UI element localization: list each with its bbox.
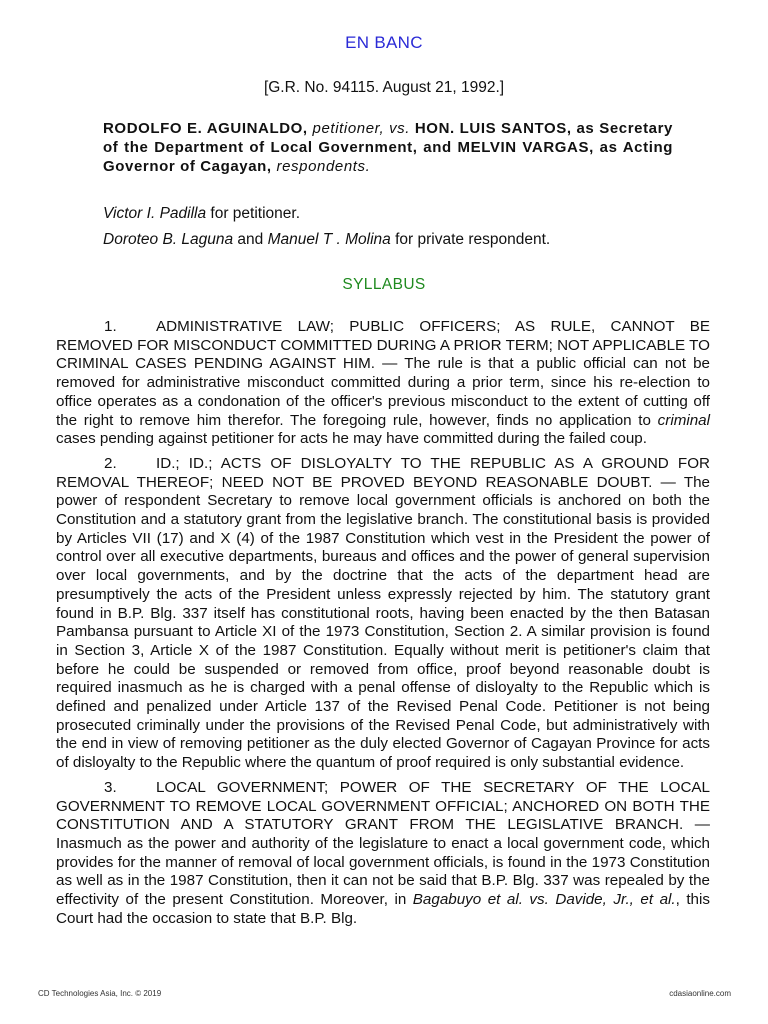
syllabus-body — [56, 318, 710, 935]
counsel-name: Doroteo B. Laguna — [103, 231, 234, 248]
counsel-name: Victor I. Padilla — [103, 205, 207, 222]
paragraph-text: cases pending against petitioner for acts he may have committed during the failed coup. — [56, 430, 647, 448]
case-citation: Bagabuyo et al. vs. Davide, Jr., et al. — [412, 891, 676, 909]
paragraph-text: ID.; ID.; ACTS OF DISLOYALTY TO THE REPUBLIC AS A GROUND FOR REMOVAL THEREOF; NEED NOT BE PROVED BEYOND REASONABLE DOUBT. — The power of respondent Secretary to remove local government officials is anchored on both the Constitution and a statutory grant from the legislative branch. The constitutional basis is provided by Articles VII (17) and X (4) of the 1987 Constitution which vest in the President the power of control over all executive departments, bureaus and offices and the power of general supervision over local governments, and by the doctrine that the acts of the department head are presumptively the acts of the President unless expressly rejected by him. The statutory grant found in B.P. Blg. 337 itself has constitutional roots, having been enacted by the then Batasan Pambansa pursuant to Article XI of the 1973 Constitution, Section 2. A similar provision is found in Section 3, Article X of the 1987 Constitution. Equally without merit is petitioner's claim that before he could be suspended or removed from office, proof beyond reasonable doubt is required inasmuch as he is charged with a penal offense of disloyalty to the Republic which is defined and penalized under Article 137 of the Revised Penal Code. Petitioner is not being prosecuted criminally under the provisions of the Revised Penal Code, but administratively with the end in view of removing petitioner as the duly elected Governor of Cagayan Province for acts of disloyalty to the Republic where the quantum of proof required is only substantial evidence. — [56, 454, 710, 772]
footer-website: cdasiaonline.com — [669, 989, 731, 998]
respondents-role: respondents — [276, 158, 366, 175]
court-division-header: EN BANC — [345, 33, 423, 52]
counsel-respondent — [103, 230, 550, 249]
paragraph-number: 2. — [104, 454, 117, 472]
syllabus-paragraph-1 — [56, 318, 710, 449]
paragraph-number: 3. — [104, 778, 117, 796]
paragraph-text: ADMINISTRATIVE LAW; PUBLIC OFFICERS; AS RULE, CANNOT BE REMOVED FOR MISCONDUCT COMMITTED DURING A PRIOR TERM; NOT APPLICABLE TO CRIMINAL CASES PENDING AGAINST HIM. — The rule is that a public official can not be removed for administrative misconduct committed during a prior term, since his re-election to office operates as a condonation of the officer's previous misconduct to the extent of cutting off the right to remove him therefor. The foregoing rule, however, finds no application to — [56, 318, 710, 429]
paragraph-text: , this Court had the occasion to state that B.P. Blg. — [56, 891, 710, 927]
case-number: [G.R. No. 94115. August 21, 1992.] — [263, 79, 505, 96]
syllabus-paragraph-3 — [56, 779, 710, 929]
syllabus-heading: SYLLABUS — [342, 276, 426, 293]
paragraph-text: LOCAL GOVERNMENT; POWER OF THE SECRETARY OF THE LOCAL GOVERNMENT TO REMOVE LOCAL GOVERNMENT OFFICIAL; ANCHORED ON BOTH THE CONSTITUTION AND A STATUTORY GRANT FROM THE LEGISLATIVE BRANCH. — Inasmuch as the power and authority of the legislature to enact a local government code, which provides for the manner of removal of local government officials, is found in the 1973 Constitution as well as in the 1987 Constitution, then it can not be said that B.P. Blg. 337 was repealed by the effectivity of the present Constitution. Moreover, in — [56, 778, 710, 909]
parties-end: . — [365, 158, 371, 175]
case-parties — [103, 119, 673, 176]
syllabus-paragraph-2 — [56, 455, 710, 773]
counsel-and: and — [233, 231, 268, 248]
paragraph-emphasis: criminal — [657, 411, 710, 429]
petitioner-role: petitioner — [312, 120, 380, 137]
counsel-role: for petitioner. — [206, 205, 301, 222]
paragraph-number: 1. — [104, 318, 117, 335]
counsel-name: Manuel T . Molina — [267, 231, 391, 248]
respondents-names: HON. LUIS SANTOS, as Secretary of the Department of Local Government, and MELVIN VARGAS, as Acting Governor of Cagayan, — [103, 120, 673, 175]
versus-label: vs. — [389, 120, 411, 137]
counsel-role: for private respondent. — [390, 231, 551, 248]
petitioner-name: RODOLFO E. AGUINALDO, — [103, 120, 313, 137]
counsel-petitioner — [103, 204, 300, 223]
party-separator: , — [379, 120, 390, 137]
footer-copyright: CD Technologies Asia, Inc. © 2019 — [38, 989, 162, 998]
